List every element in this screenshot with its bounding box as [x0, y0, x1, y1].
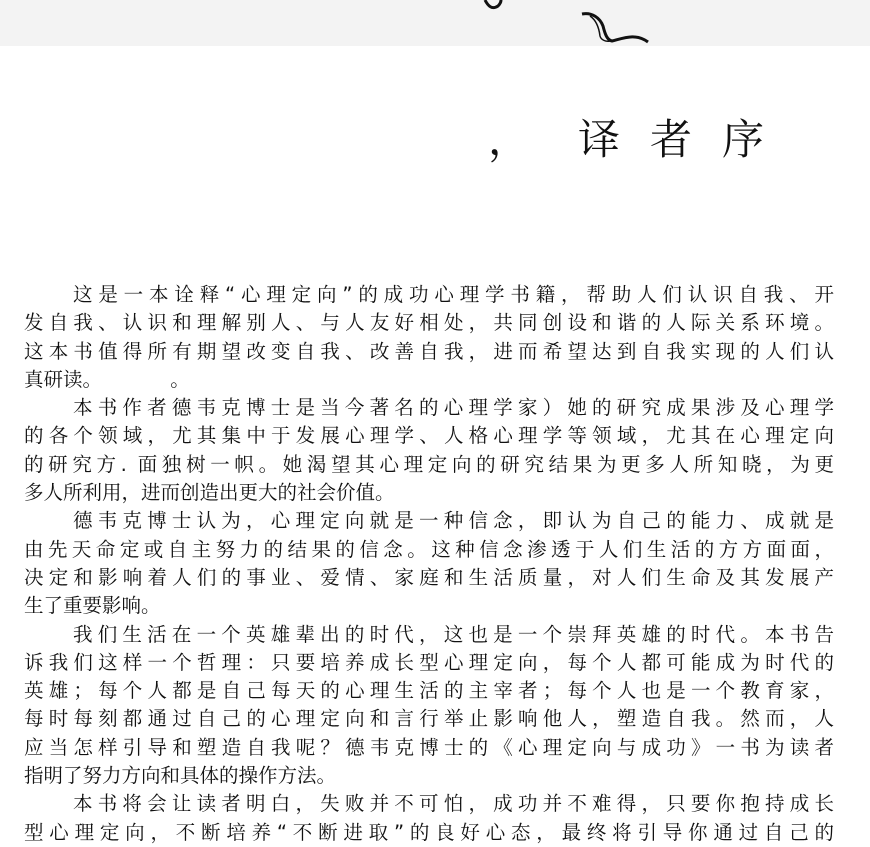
text-line: 型心理定向，不断培养“不断进取”的良好心态，最终将引导你通过自己的	[24, 820, 834, 844]
text-line: 每时每刻都通过自己的心理定向和言行举止影响他人，塑造自我。然而，人	[24, 707, 834, 731]
text-line: 英雄；每个人都是自己每天的心理生活的主宰者；每个人也是一个教育家，	[24, 679, 834, 703]
text-line: 决定和影响着人们的事业、爱情、家庭和生活质量，对人们生命及其发展产	[24, 565, 834, 589]
text-line: 由先天命定或自主努力的结果的信念。这种信念渗透于人们生活的方方面面，	[24, 537, 834, 561]
text-line: 发自我、认识和理解别人、与人友好相处，共同创设和谐的人际关系环境。	[24, 311, 834, 335]
text-line: 多人所利用，进而创造出更大的社会价值。	[24, 481, 395, 505]
text-line: 应当怎样引导和塑造自我呢？德韦克博士的《心理定向与成功》一书为读者	[24, 735, 834, 759]
text-line: 的各个领域，尤其集中于发展心理学、人格心理学等领域，尤其在心理定向	[24, 424, 834, 448]
page-title	[488, 112, 828, 168]
text-line: 生了重要影响。	[24, 594, 161, 618]
bird-ornament-icon	[470, 0, 690, 48]
text-line: 的研究方. 面独树一帜。她渴望其心理定向的研究结果为更多人所知晓，为更	[24, 452, 834, 476]
scan-top-band	[0, 0, 870, 46]
text-line: 真研读。 。	[24, 367, 190, 391]
text-line: 本书作者德韦克博士是当今著名的心理学家）她的研究成果涉及心理学	[73, 396, 834, 420]
text-line: 本书将会让读者明白，失败并不可怕，成功并不难得，只要你抱持成长	[73, 792, 834, 816]
text-line: 德韦克博士认为，心理定向就是一种信念，即认为自己的能力、成就是	[73, 509, 834, 533]
text-line: 诉我们这样一个哲理：只要培养成长型心理定向，每个人都可能成为时代的	[24, 650, 834, 674]
title-comma: ，	[488, 115, 531, 164]
text-line: 这本书值得所有期望改变自我、改善自我，进而希望达到自我实现的人们认	[24, 339, 834, 363]
preface-body	[24, 281, 834, 847]
text-line: 指明了努力方向和具体的操作方法。	[24, 764, 337, 788]
title-text: 译者序	[578, 115, 795, 164]
text-line: 我们生活在一个英雄辈出的时代，这也是一个崇拜英雄的时代。本书告	[73, 622, 834, 646]
text-line: 这是一本诠释“心理定向”的成功心理学书籍，帮助人们认识自我、开	[73, 283, 834, 306]
